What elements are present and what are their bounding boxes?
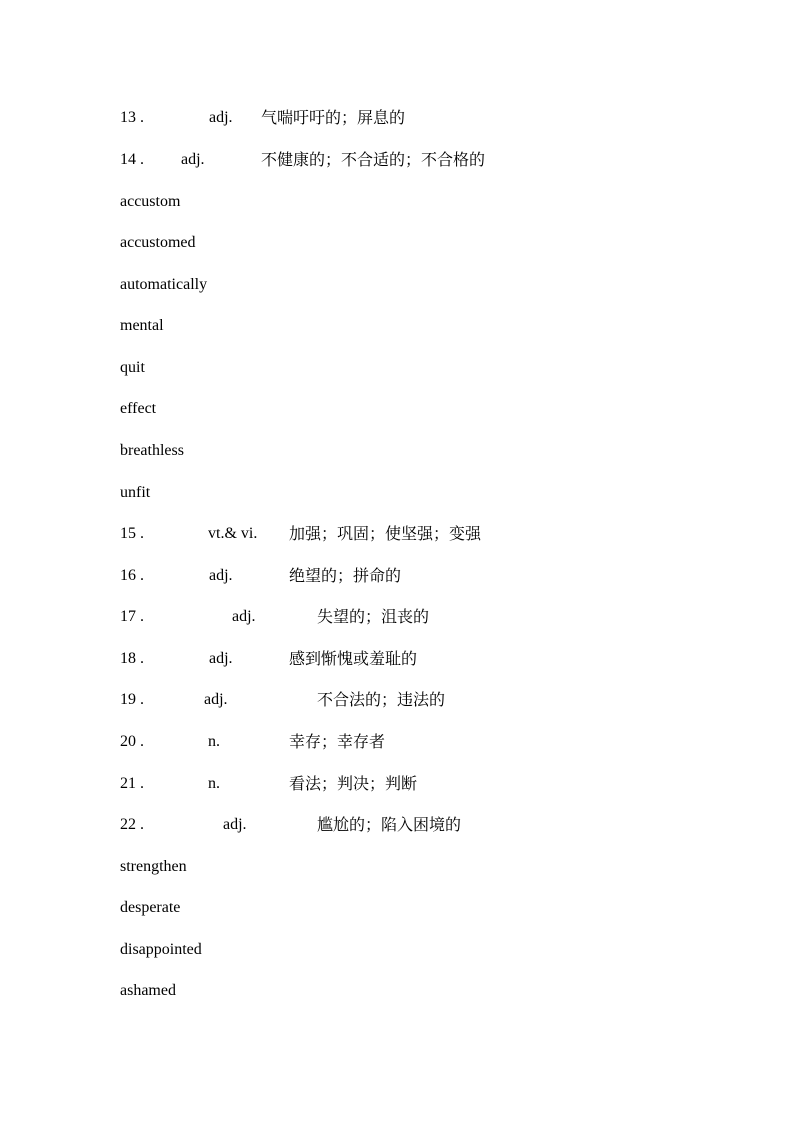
entry-number: 19 . bbox=[120, 691, 144, 708]
answer-word-text: strengthen bbox=[120, 858, 187, 875]
answer-word-text: quit bbox=[120, 359, 145, 376]
chinese-meaning: 加强；巩固；使坚强；变强 bbox=[289, 524, 482, 543]
chinese-meaning: 感到惭愧或羞耻的 bbox=[289, 649, 418, 668]
answer-word-text: accustom bbox=[120, 193, 181, 210]
entry-number: 18 . bbox=[120, 650, 144, 667]
part-of-speech: adj. bbox=[209, 650, 233, 667]
chinese-meaning: 看法；判决；判断 bbox=[289, 774, 418, 793]
entry-number: 14 . bbox=[120, 151, 144, 168]
entry-number: 13 . bbox=[120, 109, 144, 126]
answer-word-text: ashamed bbox=[120, 982, 176, 999]
chinese-meaning: 气喘吁吁的；屏息的 bbox=[261, 108, 406, 127]
part-of-speech: adj. bbox=[209, 567, 233, 584]
part-of-speech: adj. bbox=[204, 691, 228, 708]
entry-number: 21 . bbox=[120, 775, 144, 792]
answer-word-text: disappointed bbox=[120, 941, 202, 958]
answer-word-text: effect bbox=[120, 400, 157, 417]
entry-number: 17 . bbox=[120, 608, 144, 625]
answer-word-text: mental bbox=[120, 317, 164, 334]
chinese-meaning: 绝望的；拼命的 bbox=[289, 566, 402, 585]
chinese-meaning: 不健康的；不合适的；不合格的 bbox=[261, 150, 486, 169]
entry-number: 16 . bbox=[120, 567, 144, 584]
part-of-speech: n. bbox=[208, 775, 220, 792]
part-of-speech: vt.& vi. bbox=[208, 525, 258, 542]
answer-word-text: automatically bbox=[120, 276, 208, 293]
part-of-speech: adj. bbox=[223, 816, 247, 833]
part-of-speech: adj. bbox=[181, 151, 205, 168]
entry-number: 22 . bbox=[120, 816, 144, 833]
part-of-speech: adj. bbox=[232, 608, 256, 625]
chinese-meaning: 不合法的；违法的 bbox=[317, 690, 446, 709]
chinese-meaning: 失望的；沮丧的 bbox=[317, 607, 430, 626]
chinese-meaning: 幸存；幸存者 bbox=[289, 732, 386, 751]
entry-number: 20 . bbox=[120, 733, 144, 750]
part-of-speech: adj. bbox=[209, 109, 233, 126]
entry-number: 15 . bbox=[120, 525, 144, 542]
part-of-speech: n. bbox=[208, 733, 220, 750]
answer-word-text: accustomed bbox=[120, 234, 196, 251]
answer-word-text: desperate bbox=[120, 899, 181, 916]
chinese-meaning: 尴尬的；陷入困境的 bbox=[317, 815, 462, 834]
answer-word-text: breathless bbox=[120, 442, 184, 459]
answer-word-text: unfit bbox=[120, 484, 151, 501]
